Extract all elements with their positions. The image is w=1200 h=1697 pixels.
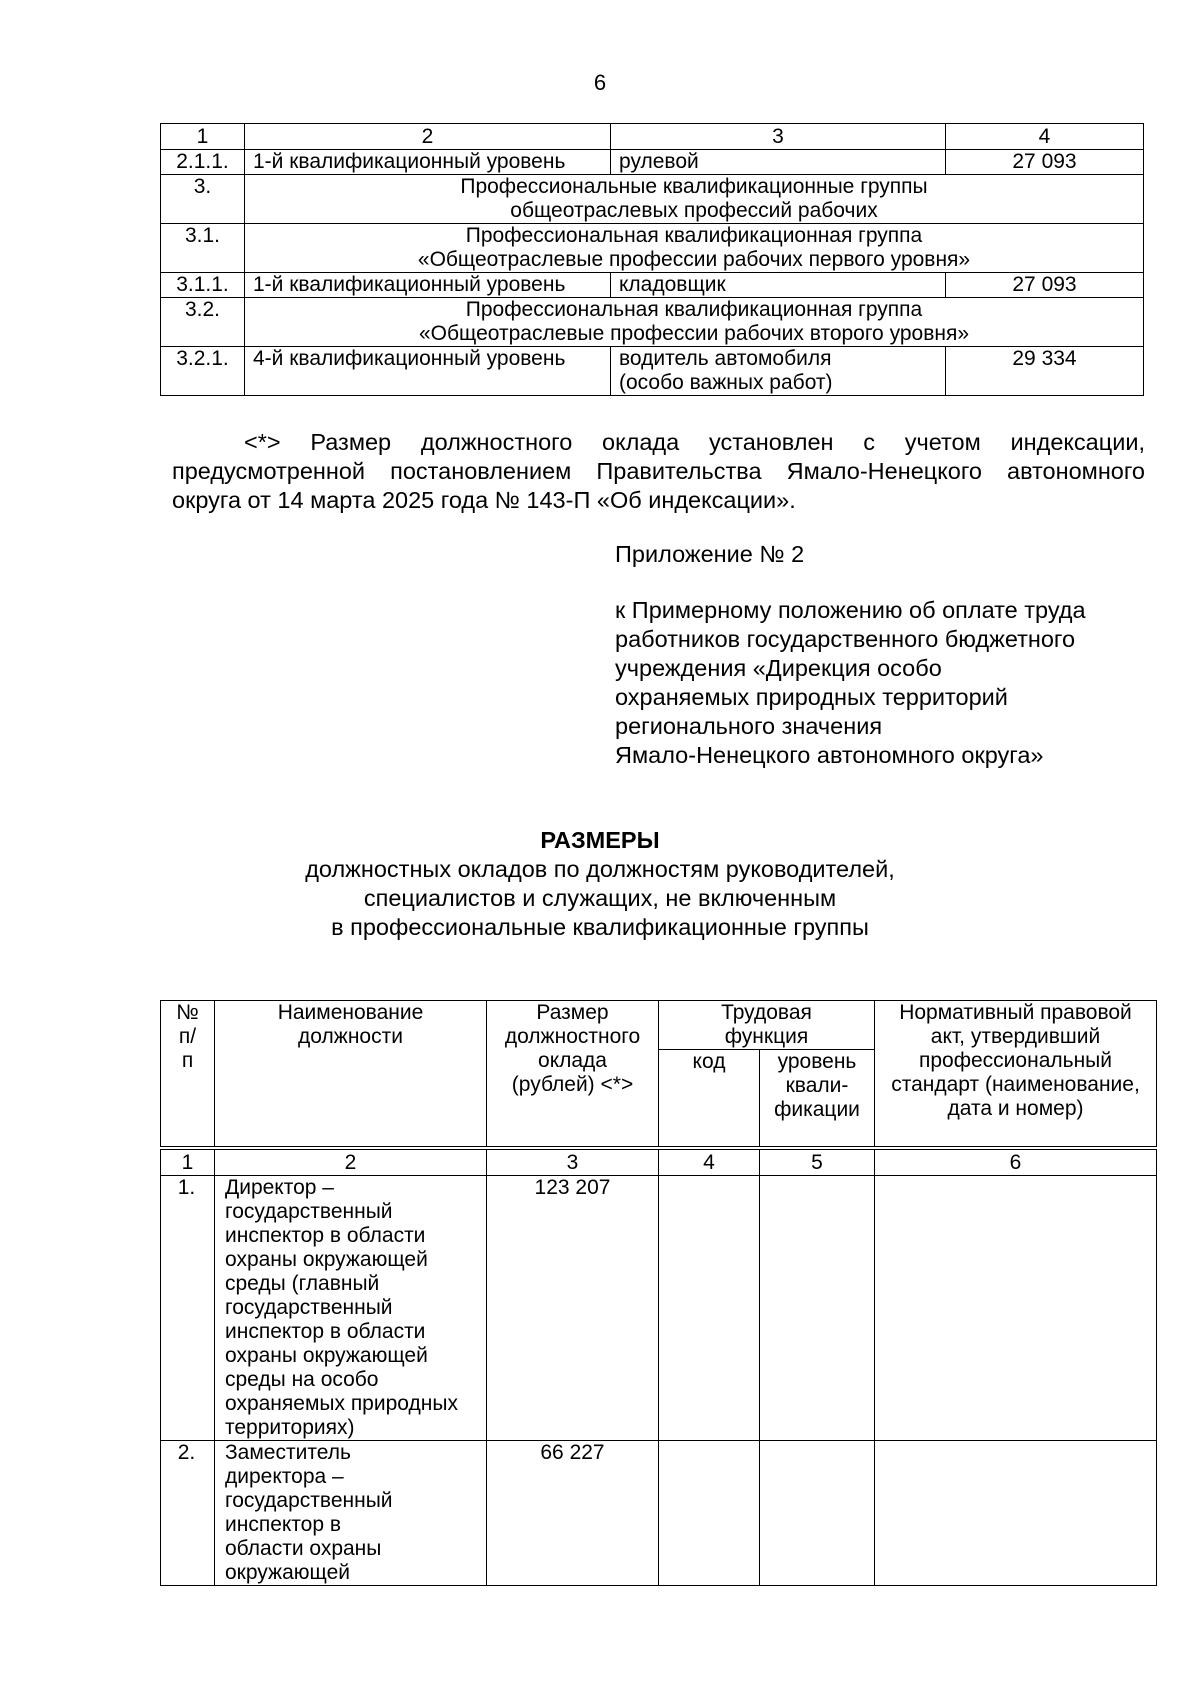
appendix-line: учреждения «Дирекция особо [615, 655, 942, 681]
salaries-table [160, 1000, 1157, 1586]
group-title-line: «Общеотраслевые профессии рабочих второго уровня» [419, 322, 969, 345]
group-title [245, 224, 1144, 273]
group-title-line: общеотраслевых профессий рабочих [510, 199, 878, 222]
footnote [172, 428, 1145, 515]
row-number: 3. [161, 175, 245, 224]
appendix-header [615, 540, 1155, 770]
level-value [760, 1441, 875, 1586]
group-title [245, 298, 1144, 347]
position-name: кладовщик [611, 273, 946, 298]
table-row [161, 347, 1144, 396]
footnote-marker: <*> [244, 429, 281, 455]
row-number: 1. [161, 1176, 215, 1441]
act-value [875, 1441, 1157, 1586]
header-level-text: уровень квали-фикации [774, 1050, 860, 1121]
header-salary-text: Размер должностного оклада (рублей) <*> [504, 1001, 641, 1096]
act-value [875, 1176, 1157, 1441]
position-name [611, 347, 946, 396]
header-name [215, 1001, 487, 1147]
appendix-line: охраняемых природных территорий [615, 684, 1008, 710]
table-row [161, 1441, 1157, 1586]
salary-value: 123 207 [487, 1176, 659, 1441]
row-number: 3.1. [161, 224, 245, 273]
salary-value: 27 093 [946, 273, 1144, 298]
header-code: код [659, 1050, 760, 1147]
appendix-line: регионального значения [615, 713, 883, 739]
header-name-text: Наименование должности [277, 1001, 424, 1048]
column-number: 1 [161, 1150, 215, 1176]
section-heading [0, 826, 1200, 942]
row-number: 3.2.1. [161, 347, 245, 396]
table-row [161, 150, 1144, 175]
appendix-line: работников государственного бюджетного [615, 626, 1076, 652]
salary-value: 27 093 [946, 150, 1144, 175]
header-num [161, 1001, 215, 1147]
qualification-groups-table [160, 123, 1144, 396]
group-title-line: Профессиональные квалификационные группы [460, 175, 928, 198]
appendix-line: к Примерному положению об оплате труда [615, 597, 1086, 623]
position-name: рулевой [611, 150, 946, 175]
position-name-text: Заместитель директора – государственный инспектор в области охраны окружающей [225, 1441, 393, 1584]
level-value [760, 1176, 875, 1441]
footnote-text: Размер должностного оклада установлен с учетом индексации, предусмотренной постановлением Правительства Ямало-Ненецкого автономного округа от 14 марта 2025 года № 143-П «Об индексации». [172, 429, 1145, 513]
position-name [215, 1176, 487, 1441]
column-number: 1 [161, 124, 245, 150]
column-number: 3 [611, 124, 946, 150]
column-number: 3 [487, 1150, 659, 1176]
heading-line: в профессиональные квалификационные группы [331, 914, 869, 940]
group-row [161, 175, 1144, 224]
qualification-level: 4-й квалификационный уровень [245, 347, 611, 396]
salary-value: 66 227 [487, 1441, 659, 1586]
column-number-row [161, 1150, 1157, 1176]
header-labor-function-text: Трудовая функция [721, 1001, 812, 1048]
header-act [875, 1001, 1157, 1147]
header-row [161, 1001, 1157, 1050]
heading-line: специалистов и служащих, не включенным [363, 885, 837, 911]
column-number: 2 [215, 1150, 487, 1176]
page-number: 6 [593, 70, 607, 95]
row-number: 2. [161, 1441, 215, 1586]
code-value [659, 1176, 760, 1441]
row-number: 2.1.1. [161, 150, 245, 175]
column-number-row [161, 124, 1144, 150]
heading-title: РАЗМЕРЫ [540, 827, 660, 853]
group-row [161, 224, 1144, 273]
header-num-text: № п/п [176, 1001, 199, 1072]
position-name [215, 1441, 487, 1586]
appendix-line: Ямало-Ненецкого автономного округа» [615, 742, 1044, 768]
position-name-text: Директор – государственный инспектор в области охраны окружающей среды (главный государственный инспектор в области охраны окружающей среды на особо охраняемых природных территориях) [225, 1176, 458, 1439]
header-level [760, 1050, 875, 1147]
qualification-level: 1-й квалификационный уровень [245, 273, 611, 298]
row-number: 3.1.1. [161, 273, 245, 298]
header-labor-function [659, 1001, 875, 1050]
qualification-level: 1-й квалификационный уровень [245, 150, 611, 175]
position-name-text: водитель автомобиля (особо важных работ) [619, 347, 833, 394]
group-title [245, 175, 1144, 224]
column-number: 4 [659, 1150, 760, 1176]
group-title-line: Профессиональная квалификационная группа [465, 224, 923, 247]
header-act-text: Нормативный правовой акт, утвердивший профессиональный стандарт (наименование, дата и номер) [891, 1001, 1140, 1120]
heading-line: должностных окладов по должностям руководителей, [305, 856, 895, 882]
column-number: 5 [760, 1150, 875, 1176]
group-title-line: Профессиональная квалификационная группа [465, 298, 923, 321]
column-number: 4 [946, 124, 1144, 150]
table-row [161, 1176, 1157, 1441]
header-salary [487, 1001, 659, 1147]
appendix-number: Приложение № 2 [615, 541, 805, 567]
column-number: 6 [875, 1150, 1157, 1176]
salary-value: 29 334 [946, 347, 1144, 396]
code-value [659, 1441, 760, 1586]
group-row [161, 298, 1144, 347]
column-number: 2 [245, 124, 611, 150]
table-row [161, 273, 1144, 298]
group-title-line: «Общеотраслевые профессии рабочих первого уровня» [417, 248, 971, 271]
row-number: 3.2. [161, 298, 245, 347]
